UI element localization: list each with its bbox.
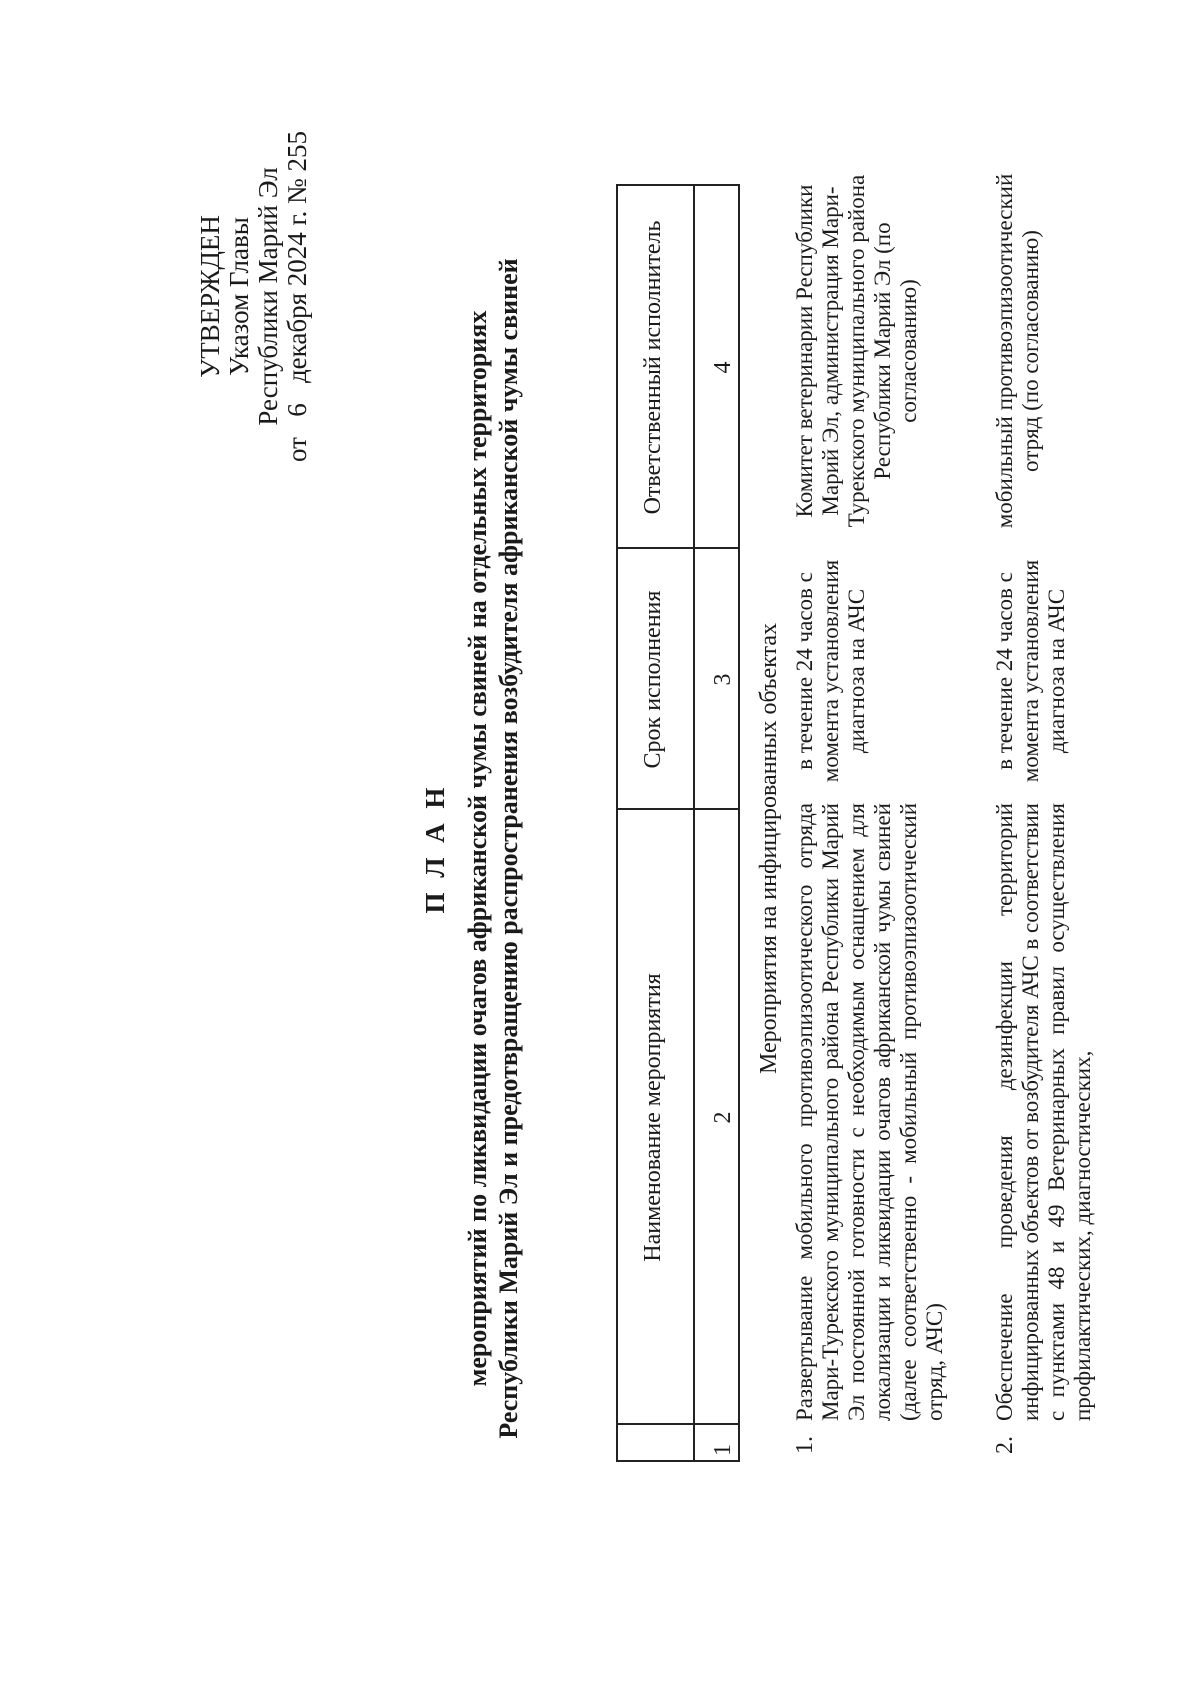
approval-title: УТВЕРЖДЕН [195, 215, 225, 378]
row-index: 2. [992, 1436, 1018, 1454]
approval-decree: Указом Главы [224, 217, 254, 376]
row-responsible: мобильный противоэпизоотический отряд (по согласованию) [992, 173, 1043, 529]
header-deadline: Срок исполнения [640, 590, 666, 769]
approval-date: от 6 декабря 2024 г. № 255 [282, 130, 312, 462]
column-number: 3 [710, 673, 736, 686]
document-subtitle [462, 0, 524, 1697]
numbers-divider [738, 184, 740, 1462]
row-responsible: Комитет ветеринарии Республики Марий Эл, администрация Мари-Турекского муниципального района Республики Марий Эл (по согласованию) [792, 174, 921, 528]
row-index: 1. [792, 1436, 818, 1454]
column-number: 2 [710, 1111, 736, 1124]
approval-stamp [196, 131, 312, 462]
section-title: Мероприятия на инфицированных объектах [756, 623, 782, 1074]
row-deadline: в течение 24 часов с момента установления диагноза на АЧС [792, 559, 869, 783]
row-name: Развертывание мобильного противоэпизоотического отряда Мари-Турекского муниципального района Республики Марий Эл постоянной готовности с необходимым оснащением для локализации и ликвидации очагов африканской чумы свиней (далее соответственно - мобильный противоэпизоотический отряд, АЧС) [792, 803, 947, 1421]
subtitle-line-1: мероприятий по ликвидации очагов африканской чумы свиней на отдельных территориях [463, 310, 492, 1387]
header-name: Наименование мероприятия [640, 973, 666, 1262]
header-divider [693, 184, 695, 1462]
subtitle-line-2: Республики Марий Эл и предотвращению распространения возбудителя африканской чумы свиней [494, 258, 523, 1439]
column-number: 4 [710, 361, 736, 374]
table-top-border [616, 184, 618, 1462]
column-number: 1 [710, 1444, 736, 1456]
header-responsible: Ответственный исполнитель [640, 220, 666, 515]
document-title: П Л А Н [420, 783, 450, 914]
row-name: Обеспечение проведения дезинфекции территорий инфицированных объектов от возбудителя АЧС в соответствии с пунктами 48 и 49 Ветеринарных правил осуществления профилактических, диагностических, [992, 803, 1095, 1421]
row-deadline: в течение 24 часов с момента установления диагноза на АЧС [992, 559, 1069, 783]
column-border [616, 1460, 740, 1462]
approval-republic: Республики Марий Эл [253, 167, 283, 426]
